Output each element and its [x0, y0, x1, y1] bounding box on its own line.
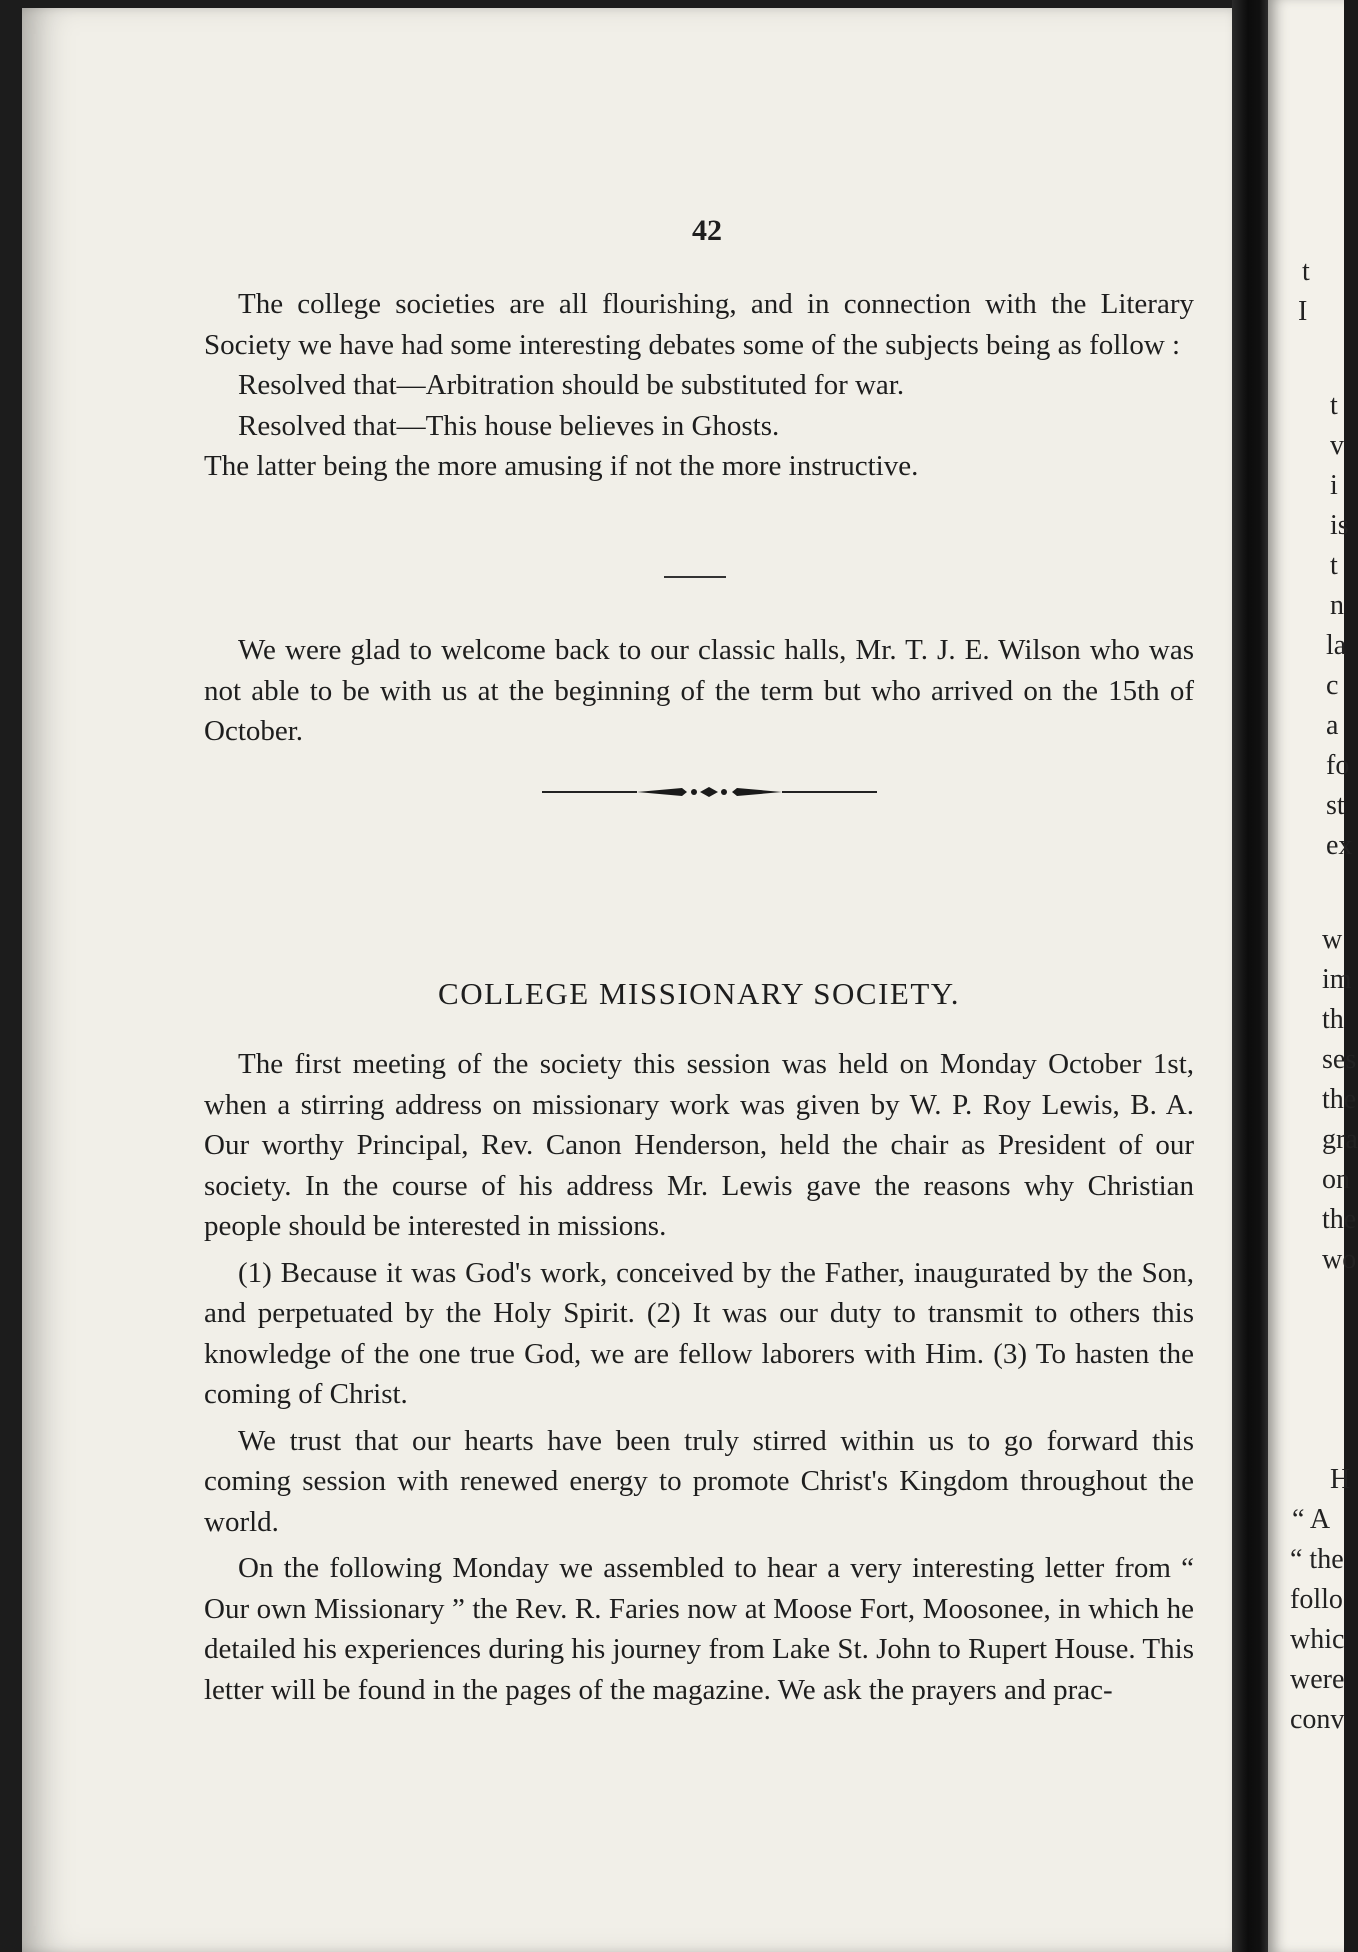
facing-fragment: “ the [1290, 1544, 1344, 1575]
facing-fragment: I [1298, 296, 1308, 327]
page-number: 42 [692, 214, 722, 247]
facing-fragment: t [1330, 390, 1338, 421]
missionary-paragraph-3: We trust that our hearts have been truly stirred within us to go forward this coming session with renewed energy to promote Christ's Kingdom throughout the world. [204, 1424, 1194, 1538]
facing-fragment: fo [1326, 750, 1350, 781]
facing-fragment: conv [1290, 1704, 1345, 1735]
facing-fragment: n [1330, 590, 1344, 621]
resolution-1: Resolved that—Arbitration should be substituted for war. [238, 369, 905, 401]
facing-fragment: w [1322, 924, 1343, 955]
facing-fragment: c [1326, 670, 1339, 701]
facing-fragment: wo [1322, 1244, 1357, 1275]
section-heading: COLLEGE MISSIONARY SOCIETY. [438, 976, 960, 1011]
facing-fragment: gra [1322, 1124, 1358, 1155]
resolution-2: Resolved that—This house believes in Ghosts. [238, 409, 780, 442]
literary-closing: The latter being the more amusing if not the more instructive. [204, 450, 919, 482]
facing-fragment: a [1326, 710, 1339, 741]
facing-page-edge [1268, 0, 1358, 1952]
section-divider-rule [664, 576, 726, 578]
facing-fragment: st [1326, 790, 1345, 821]
facing-fragment: H [1330, 1464, 1351, 1495]
facing-fragment: im [1322, 964, 1352, 995]
welcome-paragraph: We were glad to welcome back to our classic halls, Mr. T. J. E. Wilson who was not able to be with us at the beginning of the term but who arrived on the 15th of October. [204, 634, 1194, 747]
facing-fragment: the [1322, 1084, 1357, 1115]
facing-fragment: v [1330, 430, 1344, 461]
facing-fragment: ex [1326, 830, 1353, 861]
literary-society-section [204, 284, 1194, 487]
facing-fragment: la [1326, 630, 1347, 661]
facing-fragment: on [1322, 1164, 1350, 1195]
facing-fragment: t [1330, 550, 1338, 581]
facing-fragment: is [1330, 510, 1349, 541]
missionary-paragraph-2: (1) Because it was God's work, conceived by the Father, inaugurated by the Son, and perpetuated by the Holy Spirit. (2) It was our duty to transmit to others this knowledge of the one true God, we are fellow laborers with Him. (3) To hasten the coming of Christ. [204, 1256, 1194, 1410]
missionary-section [204, 1044, 1194, 1710]
ornamental-divider [542, 782, 877, 802]
missionary-paragraph-1: The first meeting of the society this session was held on Monday October 1st, when a stirring address on missionary work was given by W. P. Roy Lewis, B. A. Our worthy Principal, Rev. Canon Henderson, held the chair as President of our society. In the course of his address Mr. Lewis gave the reasons why Christian people should be interested in missions. [204, 1048, 1194, 1242]
book-binding-gutter [1232, 0, 1272, 1952]
facing-fragment: th [1322, 1004, 1344, 1035]
literary-paragraph: The college societies are all flourishing, and in connection with the Literary Society we have had some interesting debates some of the subjects being as follow : [204, 288, 1194, 361]
facing-fragment: t [1302, 256, 1310, 287]
facing-fragment: “ A [1292, 1504, 1331, 1535]
missionary-paragraph-4: On the following Monday we assembled to hear a very interesting letter from “ Our own Missionary ” the Rev. R. Faries now at Moose Fort, Moosonee, in which he detailed his experiences during his journey from Lake St. John to Rupert House. This letter will be found in the pages of the magazine. We ask the prayers and prac- [204, 1552, 1194, 1706]
facing-fragment: i [1330, 470, 1338, 501]
facing-fragment: whic [1290, 1624, 1345, 1655]
facing-fragment: were [1290, 1664, 1345, 1695]
facing-fragment: the [1322, 1204, 1357, 1235]
welcome-section [204, 630, 1194, 752]
facing-fragment: follo [1290, 1584, 1343, 1615]
facing-fragment: ses [1322, 1044, 1357, 1075]
left-page [22, 8, 1240, 1952]
